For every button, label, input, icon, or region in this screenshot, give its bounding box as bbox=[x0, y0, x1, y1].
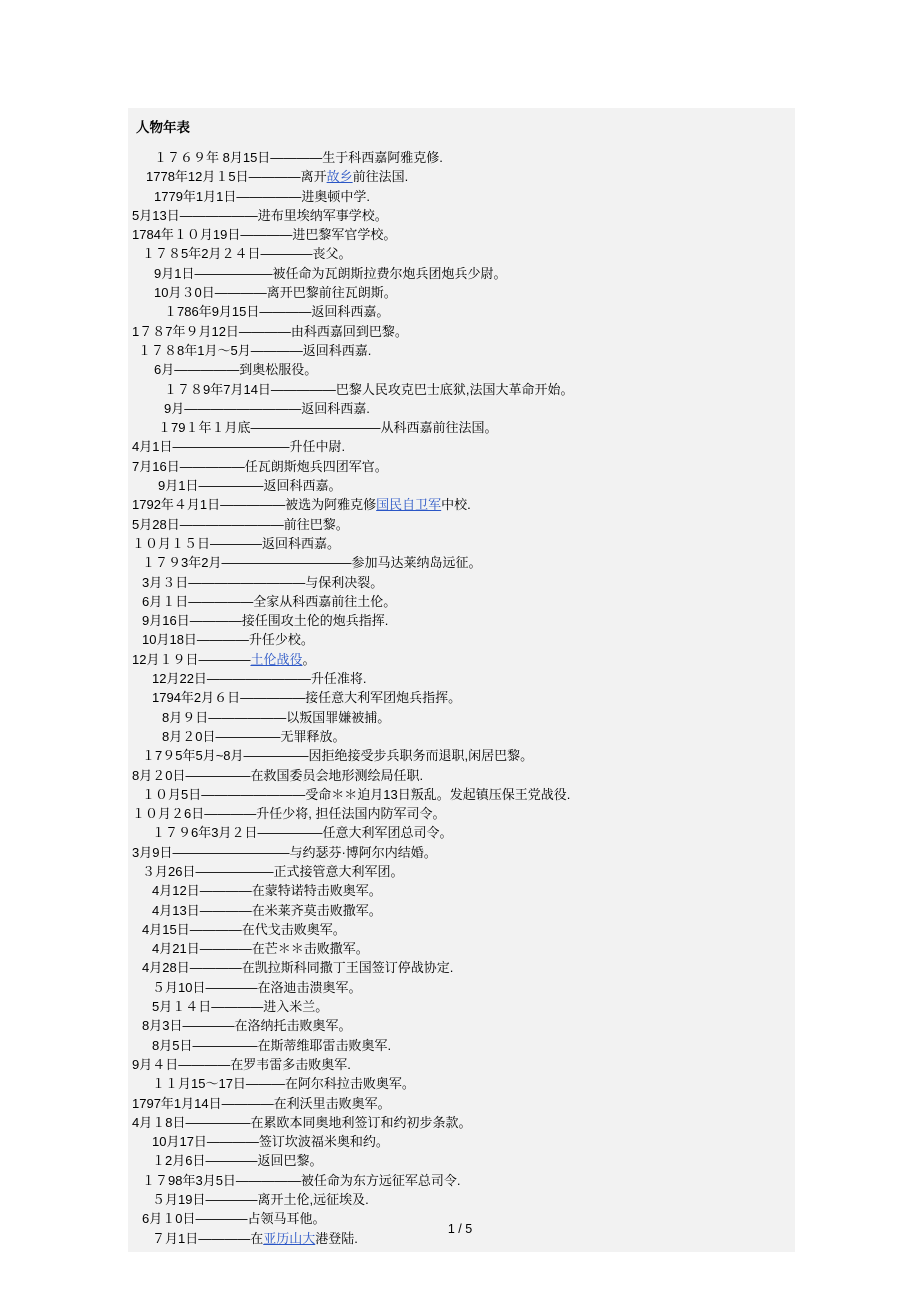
timeline-entry bbox=[128, 1190, 795, 1209]
entry-text: 8月２0日—————无罪释放。 bbox=[162, 728, 346, 744]
entry-text: 3月３日—————————与保利决裂。 bbox=[142, 574, 384, 590]
timeline-entry bbox=[128, 1151, 795, 1170]
entry-text: 1784年１０月19日————进巴黎军官学校。 bbox=[132, 227, 397, 243]
entry-text: １７９3年2月——————————参加马达莱纳岛远征。 bbox=[142, 555, 482, 571]
entry-text: 5月１４日————进入米兰。 bbox=[152, 999, 329, 1015]
timeline-entry bbox=[128, 322, 795, 341]
entry-text: １７98年3月5日—————被任命为东方远征军总司令. bbox=[142, 1172, 461, 1188]
entry-text: １７６９年 8月15日————生于科西嘉阿雅克修. bbox=[154, 150, 443, 165]
timeline-entry bbox=[128, 939, 795, 958]
entry-text: 10月３0日————离开巴黎前往瓦朗斯。 bbox=[154, 285, 397, 301]
entry-text: 10月17日————签订坎波福米奥和约。 bbox=[152, 1134, 389, 1150]
page-title: 人物年表 bbox=[136, 120, 190, 135]
timeline-entry bbox=[128, 225, 795, 244]
timeline-entry bbox=[128, 264, 795, 283]
entry-text: 1779年1月1日—————进奥顿中学. bbox=[154, 188, 370, 204]
timeline-entry bbox=[128, 553, 795, 572]
timeline-entry bbox=[128, 573, 795, 592]
entry-link[interactable]: 故乡 bbox=[326, 169, 353, 185]
page-number: 1 / 5 bbox=[447, 1222, 473, 1236]
entry-text: 4月21日————在芒＊＊击败撒军。 bbox=[152, 941, 369, 957]
timeline-entry bbox=[128, 399, 795, 418]
entry-link[interactable]: 土伦战役 bbox=[250, 651, 303, 667]
entry-text: 6月１0日————占领马耳他。 bbox=[142, 1211, 326, 1227]
entry-text: 港登陆. bbox=[315, 1230, 358, 1246]
entry-text: ３月26日——————正式接管意大利军团。 bbox=[142, 863, 404, 879]
timeline-list bbox=[128, 148, 795, 1248]
timeline-entry bbox=[128, 823, 795, 842]
entry-text: 1797年1月14日————在利沃里击败奥军。 bbox=[132, 1095, 391, 1111]
entry-text: 5月13日——————进布里埃纳军事学校。 bbox=[132, 207, 388, 223]
timeline-entry bbox=[128, 688, 795, 707]
entry-text: １７８5年2月２４日————丧父。 bbox=[142, 246, 352, 262]
timeline-entry bbox=[128, 437, 795, 456]
timeline-entry bbox=[128, 476, 795, 495]
timeline-entry bbox=[128, 727, 795, 746]
entry-text: 9月４日————在罗韦雷多击败奥军. bbox=[132, 1056, 351, 1072]
timeline-entry bbox=[128, 515, 795, 534]
timeline-entry bbox=[128, 1074, 795, 1093]
entry-text: 前往法国. bbox=[352, 169, 409, 185]
entry-text: 4月13日————在米莱齐莫击败撒军。 bbox=[152, 902, 382, 918]
timeline-entry bbox=[128, 534, 795, 553]
timeline-entry bbox=[128, 1132, 795, 1151]
entry-text: 6月—————到奥松服役。 bbox=[154, 362, 318, 378]
entry-text: 10月18日————升任少校。 bbox=[142, 632, 314, 648]
entry-text: １79１年１月底——————————从科西嘉前往法国。 bbox=[158, 420, 498, 436]
entry-text: 1792年４月1日—————被选为阿雅克修 bbox=[132, 497, 377, 513]
entry-text: １０月１５日————返回科西嘉。 bbox=[132, 535, 341, 551]
timeline-entry bbox=[128, 804, 795, 823]
entry-text: 9月1日—————返回科西嘉。 bbox=[158, 478, 342, 494]
timeline-entry bbox=[128, 746, 795, 765]
timeline-entry bbox=[128, 244, 795, 263]
entry-link[interactable]: 亚历山大 bbox=[263, 1230, 316, 1246]
timeline-entry bbox=[128, 418, 795, 437]
timeline-entry bbox=[128, 1016, 795, 1035]
entry-text: １１月15～17日———在阿尔科拉击败奥军。 bbox=[152, 1076, 415, 1092]
timeline-entry bbox=[128, 206, 795, 225]
entry-link[interactable]: 国民自卫军 bbox=[376, 497, 442, 513]
entry-text: １786年9月15日————返回科西嘉。 bbox=[164, 304, 390, 320]
entry-text: 5月28日————————前往巴黎。 bbox=[132, 516, 349, 532]
entry-text: ７月1日————在 bbox=[152, 1230, 264, 1246]
entry-text: 4月１8日—————在累欧本同奥地利签订和约初步条款。 bbox=[132, 1114, 472, 1130]
timeline-entry bbox=[128, 843, 795, 862]
timeline-entry bbox=[128, 1055, 795, 1074]
entry-text: 7月16日—————任瓦朗斯炮兵四团军官。 bbox=[132, 458, 388, 474]
timeline-entry bbox=[128, 958, 795, 977]
entry-text: 8月９日——————以叛国罪嫌被捕。 bbox=[162, 709, 391, 725]
entry-text: １０月5日————————受命＊＊迫月13日叛乱。发起镇压保王党战役. bbox=[142, 786, 571, 802]
entry-text: １７９6年3月２日—————任意大利军团总司令。 bbox=[152, 825, 453, 841]
timeline-entry bbox=[128, 630, 795, 649]
timeline-entry bbox=[128, 669, 795, 688]
entry-text: 9月—————————返回科西嘉. bbox=[164, 400, 370, 416]
timeline-entry bbox=[128, 148, 795, 167]
timeline-entry bbox=[128, 380, 795, 399]
entry-text: １７８8年1月～5月————返回科西嘉. bbox=[138, 342, 372, 358]
timeline-entry bbox=[128, 862, 795, 881]
timeline-entry bbox=[128, 1094, 795, 1113]
entry-text: ５月10日————在洛迪击溃奥军。 bbox=[152, 979, 362, 995]
timeline-entry bbox=[128, 592, 795, 611]
entry-text: 4月1日—————————升任中尉. bbox=[132, 439, 346, 455]
entry-text: 。 bbox=[302, 651, 316, 667]
entry-text: 1７８7年９月12日————由科西嘉回到巴黎。 bbox=[132, 323, 408, 339]
entry-text: 8月２0日—————在救国委员会地形测绘局任职. bbox=[132, 767, 424, 783]
entry-text: 12月22日————————升任准将. bbox=[152, 671, 367, 687]
timeline-entry bbox=[128, 283, 795, 302]
entry-text: ５月19日————离开土伦,远征埃及. bbox=[152, 1192, 369, 1208]
timeline-entry bbox=[128, 495, 795, 514]
timeline-entry bbox=[128, 1036, 795, 1055]
timeline-entry bbox=[128, 302, 795, 321]
timeline-entry bbox=[128, 901, 795, 920]
timeline-entry bbox=[128, 457, 795, 476]
entry-text: 9月16日————接任围攻土伦的炮兵指挥. bbox=[142, 613, 389, 629]
entry-text: 中校. bbox=[441, 497, 471, 513]
timeline-entry bbox=[128, 978, 795, 997]
timeline-entry bbox=[128, 360, 795, 379]
timeline-entry bbox=[128, 650, 795, 669]
entry-text: １０月２6日————升任少将, 担任法国内防军司令。 bbox=[132, 806, 446, 822]
timeline-entry bbox=[128, 920, 795, 939]
entry-text: 3月9日—————————与约瑟芬·博阿尔内结婚。 bbox=[132, 844, 437, 860]
timeline-entry bbox=[128, 881, 795, 900]
entry-text: １7９5年5月~8月—————因拒绝接受步兵职务而退职,闲居巴黎。 bbox=[142, 748, 534, 764]
timeline-entry bbox=[128, 1171, 795, 1190]
entry-text: １2月6日————返回巴黎。 bbox=[152, 1153, 323, 1169]
timeline-entry bbox=[128, 997, 795, 1016]
entry-text: 12月１９日———— bbox=[132, 651, 251, 667]
entry-text: 9月1日——————被任命为瓦朗斯拉费尔炮兵团炮兵少尉。 bbox=[154, 265, 507, 281]
timeline-entry bbox=[128, 766, 795, 785]
entry-text: 4月12日————在蒙特诺特击败奥军。 bbox=[152, 883, 382, 899]
timeline-entry bbox=[128, 785, 795, 804]
timeline-entry bbox=[128, 1113, 795, 1132]
timeline-entry bbox=[128, 167, 795, 186]
timeline-entry bbox=[128, 187, 795, 206]
content-block bbox=[128, 108, 795, 1252]
timeline-entry bbox=[128, 341, 795, 360]
timeline-entry bbox=[128, 611, 795, 630]
entry-text: 4月15日————在代戈击败奥军。 bbox=[142, 921, 346, 937]
entry-text: １７８9年7月14日—————巴黎人民攻克巴士底狱,法国大革命开始。 bbox=[164, 381, 574, 397]
entry-text: 6月１日—————全家从科西嘉前往土伦。 bbox=[142, 593, 397, 609]
entry-text: 8月3日————在洛纳托击败奥军。 bbox=[142, 1018, 352, 1034]
entry-text: 1794年2月６日—————接任意大利军团炮兵指挥。 bbox=[152, 690, 462, 706]
timeline-entry bbox=[128, 708, 795, 727]
entry-text: 4月28日————在凯拉斯科同撒丁王国签订停战协定. bbox=[142, 960, 454, 976]
entry-text: 1778年12月１5日————离开 bbox=[146, 169, 327, 185]
entry-text: 8月5日—————在斯蒂维耶雷击败奥军. bbox=[152, 1037, 392, 1053]
